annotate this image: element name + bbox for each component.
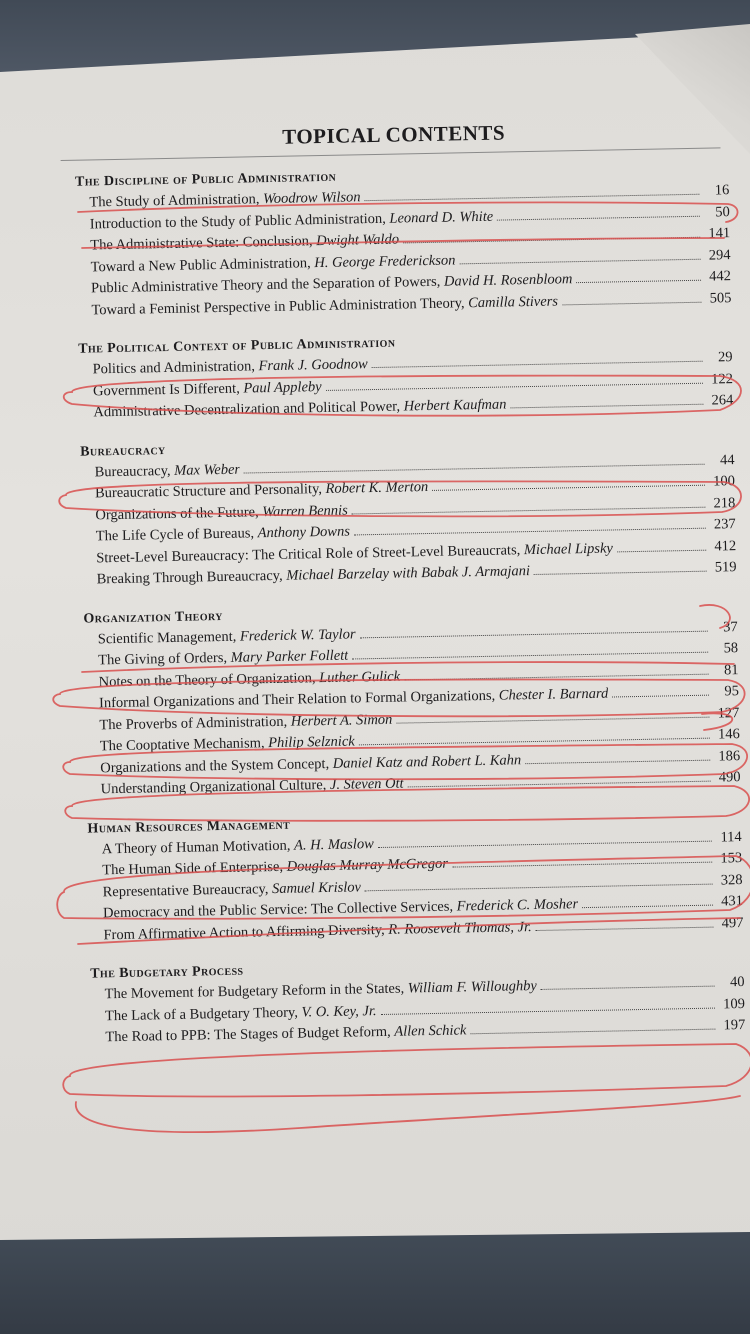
page-number: 146 (717, 726, 740, 743)
toc-entry: The Lack of a Budgetary Theory, V. O. Key, Jr. 109 (104, 995, 746, 1024)
section-heading: Human Resources Management (87, 817, 291, 837)
page-number: 81 (723, 661, 739, 678)
toc-entry: Politics and Administration, Frank J. Goodnow 29 (92, 349, 733, 378)
page-number: 412 (714, 537, 737, 555)
section-heading: The Discipline of Public Administration (74, 169, 337, 190)
page-number: 16 (714, 182, 730, 199)
page-number: 294 (708, 246, 731, 264)
page-number: 237 (713, 516, 736, 533)
page-number: 109 (723, 995, 746, 1012)
toc-entry: Representative Bureaucracy, Samuel Krislov 328 (102, 871, 743, 900)
toc-entry: Street-Level Bureaucracy: The Critical Role of Street-Level Bureaucrats, Michael Lipsky 412 (96, 537, 737, 566)
toc-entry: Organizations of the Future, Warren Bennis 218 (95, 494, 736, 523)
toc-entry: The Human Side of Enterprise, Douglas Murray McGregor 153 (102, 850, 743, 879)
page-number: 264 (711, 392, 734, 409)
toc-entry: The Study of Administration, Woodrow Wilson 16 (89, 182, 730, 211)
section-heading: The Budgetary Process (90, 963, 244, 982)
toc-entry: The Life Cycle of Bureaus, Anthony Downs 237 (95, 516, 736, 545)
section-discipline (61, 160, 744, 322)
toc-entry: Informal Organizations and Their Relation to Formal Organizations, Chester I. Barnard 95 (98, 683, 740, 712)
page-number: 505 (709, 289, 732, 307)
page-number: 29 (717, 349, 733, 366)
page-number: 442 (709, 268, 732, 285)
toc-entry: Toward a Feminist Perspective in Public Administration Theory, Camilla Stivers 505 (91, 289, 732, 318)
section-human-resources (73, 806, 750, 947)
toc-entry: The Proverbs of Administration, Herbert A. Simon 127 (99, 704, 740, 733)
toc-entry: A Theory of Human Motivation, A. H. Maslow 114 (101, 828, 742, 857)
page-number: 58 (723, 640, 739, 657)
section-heading: Bureaucracy (80, 442, 166, 460)
section-organization-theory (69, 596, 750, 801)
toc-entry: Understanding Organizational Culture, J. Steven Ott 490 (100, 769, 741, 798)
page-number: 519 (714, 559, 737, 576)
toc-entry: Introduction to the Study of Public Administration, Leonard D. White 50 (89, 203, 730, 232)
toc-entry: Government Is Different, Paul Appleby 122 (92, 370, 734, 399)
page-number: 37 (723, 618, 738, 635)
page-number: 431 (721, 893, 744, 910)
toc-entry: Administrative Decentralization and Political Power, Herbert Kaufman 264 (93, 392, 734, 421)
toc-entry: Bureaucracy, Max Weber 44 (94, 451, 735, 480)
page-title: TOPICAL CONTENTS (281, 120, 506, 149)
toc-entry: The Giving of Orders, Mary Parker Follett 58 (98, 640, 739, 669)
page-number: 328 (720, 871, 743, 888)
page-number: 40 (729, 974, 745, 991)
page-number: 95 (724, 683, 740, 700)
toc-entry: Toward a New Public Administration, H. George Frederickson 294 (90, 246, 731, 275)
toc-entry: Organizations and the System Concept, Daniel Katz and Robert L. Kahn 186 (100, 747, 741, 776)
toc-entry: The Movement for Budgetary Reform in the States, William F. Willoughby 40 (104, 974, 745, 1003)
page-number: 122 (711, 370, 734, 388)
page-number: 100 (713, 473, 736, 490)
page-number: 497 (721, 914, 744, 931)
page-number: 153 (720, 850, 743, 867)
toc-entry: The Cooptative Mechanism, Philip Selznick 146 (99, 726, 740, 755)
section-bureaucracy (66, 429, 749, 591)
page-number: 127 (717, 704, 740, 721)
toc-entry: The Administrative State: Conclusion, Dwight Waldo 141 (90, 225, 731, 254)
table-of-contents (60, 115, 750, 1049)
toc-entry: Notes on the Theory of Organization, Luther Gulick 81 (98, 661, 739, 690)
page-number: 141 (708, 225, 731, 242)
section-heading: Organization Theory (83, 608, 223, 627)
page-number: 50 (715, 203, 730, 220)
page-number: 114 (720, 828, 742, 845)
section-heading: The Political Context of Public Administration (78, 335, 396, 357)
toc-entry: Bureaucratic Structure and Personality, Robert K. Merton 100 (94, 473, 736, 502)
title-rule (61, 147, 721, 161)
toc-entry: From Affirmative Action to Affirming Diversity, R. Roosevelt Thomas, Jr. 497 (103, 914, 744, 943)
page-number: 186 (718, 747, 741, 764)
page-number: 218 (713, 494, 736, 512)
page-number: 44 (719, 451, 735, 468)
toc-entry: The Road to PPB: The Stages of Budget Reform, Allen Schick 197 (105, 1017, 746, 1046)
page-number: 197 (723, 1017, 746, 1034)
page-number: 490 (718, 769, 741, 786)
toc-entry: Democracy and the Public Service: The Collective Services, Frederick C. Mosher 431 (102, 893, 744, 922)
section-political-context (64, 327, 745, 425)
toc-entry: Scientific Management, Frederick W. Taylor 37 (97, 618, 738, 647)
toc-entry: Public Administrative Theory and the Separation of Powers, David H. Rosenbloom 442 (90, 268, 732, 297)
section-budgetary-process (76, 952, 750, 1050)
toc-entry: Breaking Through Bureaucracy, Michael Barzelay with Babak J. Armajani 519 (96, 559, 737, 588)
